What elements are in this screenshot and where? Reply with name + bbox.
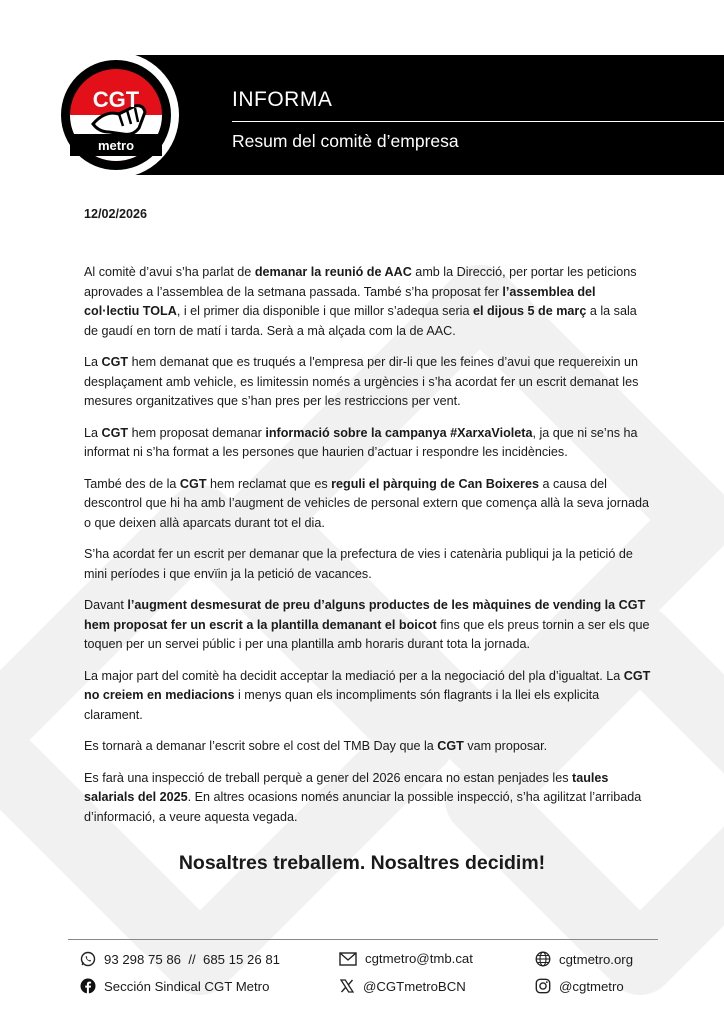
bold-text: CGT	[101, 355, 129, 369]
text-run: S’ha acordat fer un escrit per demanar que la prefectura de vies i catenària publiqui ja la petició de mini períodes i que envïin ja la petició de vacances.	[84, 547, 633, 581]
body-paragraph	[84, 667, 654, 726]
body-paragraph	[84, 475, 654, 534]
footer-twitter[interactable]	[339, 978, 466, 994]
logo-text-cgt: CGT	[92, 87, 140, 112]
body-paragraph	[84, 353, 654, 412]
text-run: i menys quan els incompliments són flagrants i la llei els explicita clarament.	[84, 688, 600, 722]
footer-email[interactable]	[339, 951, 473, 966]
bold-text: taules salarials del 2025	[84, 770, 609, 804]
text-run: a causa del descontrol que hi ha amb l’augment de vehicles de personal extern que comença allà la seva jornada o que deixen allà aparcats durant tot el dia.	[84, 476, 649, 530]
body-paragraph	[84, 737, 654, 757]
bold-text: el dijous 5 de març	[472, 304, 587, 318]
text-run: hem proposat demanar	[128, 425, 266, 440]
text-run: Davant	[84, 598, 128, 612]
footer-website-text: cgtmetro.org	[559, 951, 634, 967]
header-title: INFORMA	[232, 88, 333, 111]
text-run: Es tornarà a demanar l’escrit sobre el cost del TMB Day que la	[84, 739, 438, 753]
header-subtitle: Resum del comitè d’empresa	[232, 131, 459, 151]
document-body	[84, 263, 654, 839]
facebook-icon	[80, 978, 96, 994]
text-run: , ja que ni se’ns ha informat ni s’ha format a les persones que haurien d’actuar i respondre les incidències.	[84, 425, 638, 459]
instagram-icon	[535, 978, 551, 994]
bold-text: l’assemblea del col·lectiu TOLA	[84, 284, 596, 318]
document-date: 12/02/2026	[84, 207, 148, 221]
bold-text: informació sobre la campanya #XarxaVioleta	[265, 425, 533, 440]
logo-text-metro: metro	[97, 138, 135, 153]
footer-facebook-text: Sección Sindical CGT Metro	[104, 978, 270, 994]
text-run: hem reclamat que es	[206, 476, 332, 491]
header-divider	[232, 121, 724, 122]
text-run: fins que els preus tornin a ser els que toquen per un servei públic i per una plantilla amb horaris durant tota la jornada.	[84, 617, 650, 651]
text-run: , i el primer dia disponible i que millor s’adequa seria	[176, 304, 473, 318]
footer-instagram-text: @cgtmetro	[559, 978, 624, 994]
footer-facebook[interactable]	[80, 978, 269, 994]
footer-website[interactable]	[535, 951, 633, 967]
bold-text: CGT	[437, 739, 464, 753]
text-run: . En altres ocasions només anunciar la possible inspecció, s’ha agilitzat l’arribada d’informació, a veure aquesta vegada.	[84, 790, 642, 824]
bold-text: reguli el pàrquing de Can Boixeres	[331, 476, 539, 491]
globe-icon	[535, 951, 551, 967]
bold-text: demanar la reunió de AAC	[254, 265, 412, 279]
bold-text: l’augment desmesurat de preu d’alguns productes de les màquines de vending la CGT hem proposat fer un escrit a la plantilla demanant el boicot	[84, 598, 646, 632]
body-paragraph	[84, 263, 654, 341]
bold-text: CGT no creiem en mediacions	[84, 668, 651, 702]
text-run: hem demanat que es truqués a l'empresa per dir-li que les feines d’avui que requereixin un desplaçament amb vehicle, es limitessin només a urgències i s’ha acordat fer un escrit demanat les mesures organitzatives que s’han pres per les restriccions per vent.	[84, 355, 639, 408]
bold-text: CGT	[179, 476, 207, 491]
text-run: Al comitè d’avui s’ha parlat de	[84, 265, 255, 279]
text-run: a la sala de gaudí en torn de matí i tarda. Serà a mà alçada com la de AAC.	[84, 304, 637, 338]
text-run: La major part del comitè ha decidit acceptar la mediació per a la negociació del pla d’igualtat. La	[84, 668, 624, 683]
mail-icon	[339, 952, 357, 966]
slogan: Nosaltres treballem. Nosaltres decidim!	[178, 852, 546, 874]
footer-instagram[interactable]	[535, 978, 624, 994]
text-run: amb la Direcció, per portar les peticions aprovades a l’assemblea de la setmana passada. També s’ha proposat fer	[84, 265, 637, 299]
text-run: També des de la	[84, 476, 180, 491]
text-run: La	[84, 425, 102, 440]
cgt-metro-logo	[53, 52, 179, 178]
text-run: Es farà una inspecció de treball perquè a gener del 2026 encara no estan penjades les	[84, 770, 572, 785]
body-paragraph	[84, 424, 654, 463]
footer-twitter-text: @CGTmetroBCN	[363, 978, 466, 994]
bold-text: CGT	[101, 425, 129, 440]
body-paragraph	[84, 769, 654, 828]
footer-phones[interactable]	[80, 951, 280, 967]
x-twitter-icon	[339, 978, 355, 994]
text-run: vam proposar.	[463, 739, 548, 753]
whatsapp-icon	[80, 951, 96, 967]
footer-email-text: cgtmetro@tmb.cat	[365, 951, 473, 966]
text-run: La	[84, 355, 102, 369]
footer-phones-text: 93 298 75 86 // 685 15 26 81	[104, 951, 280, 967]
body-paragraph	[84, 545, 654, 584]
footer-divider	[68, 939, 658, 940]
header-bar	[105, 55, 724, 175]
body-paragraph	[84, 596, 654, 655]
